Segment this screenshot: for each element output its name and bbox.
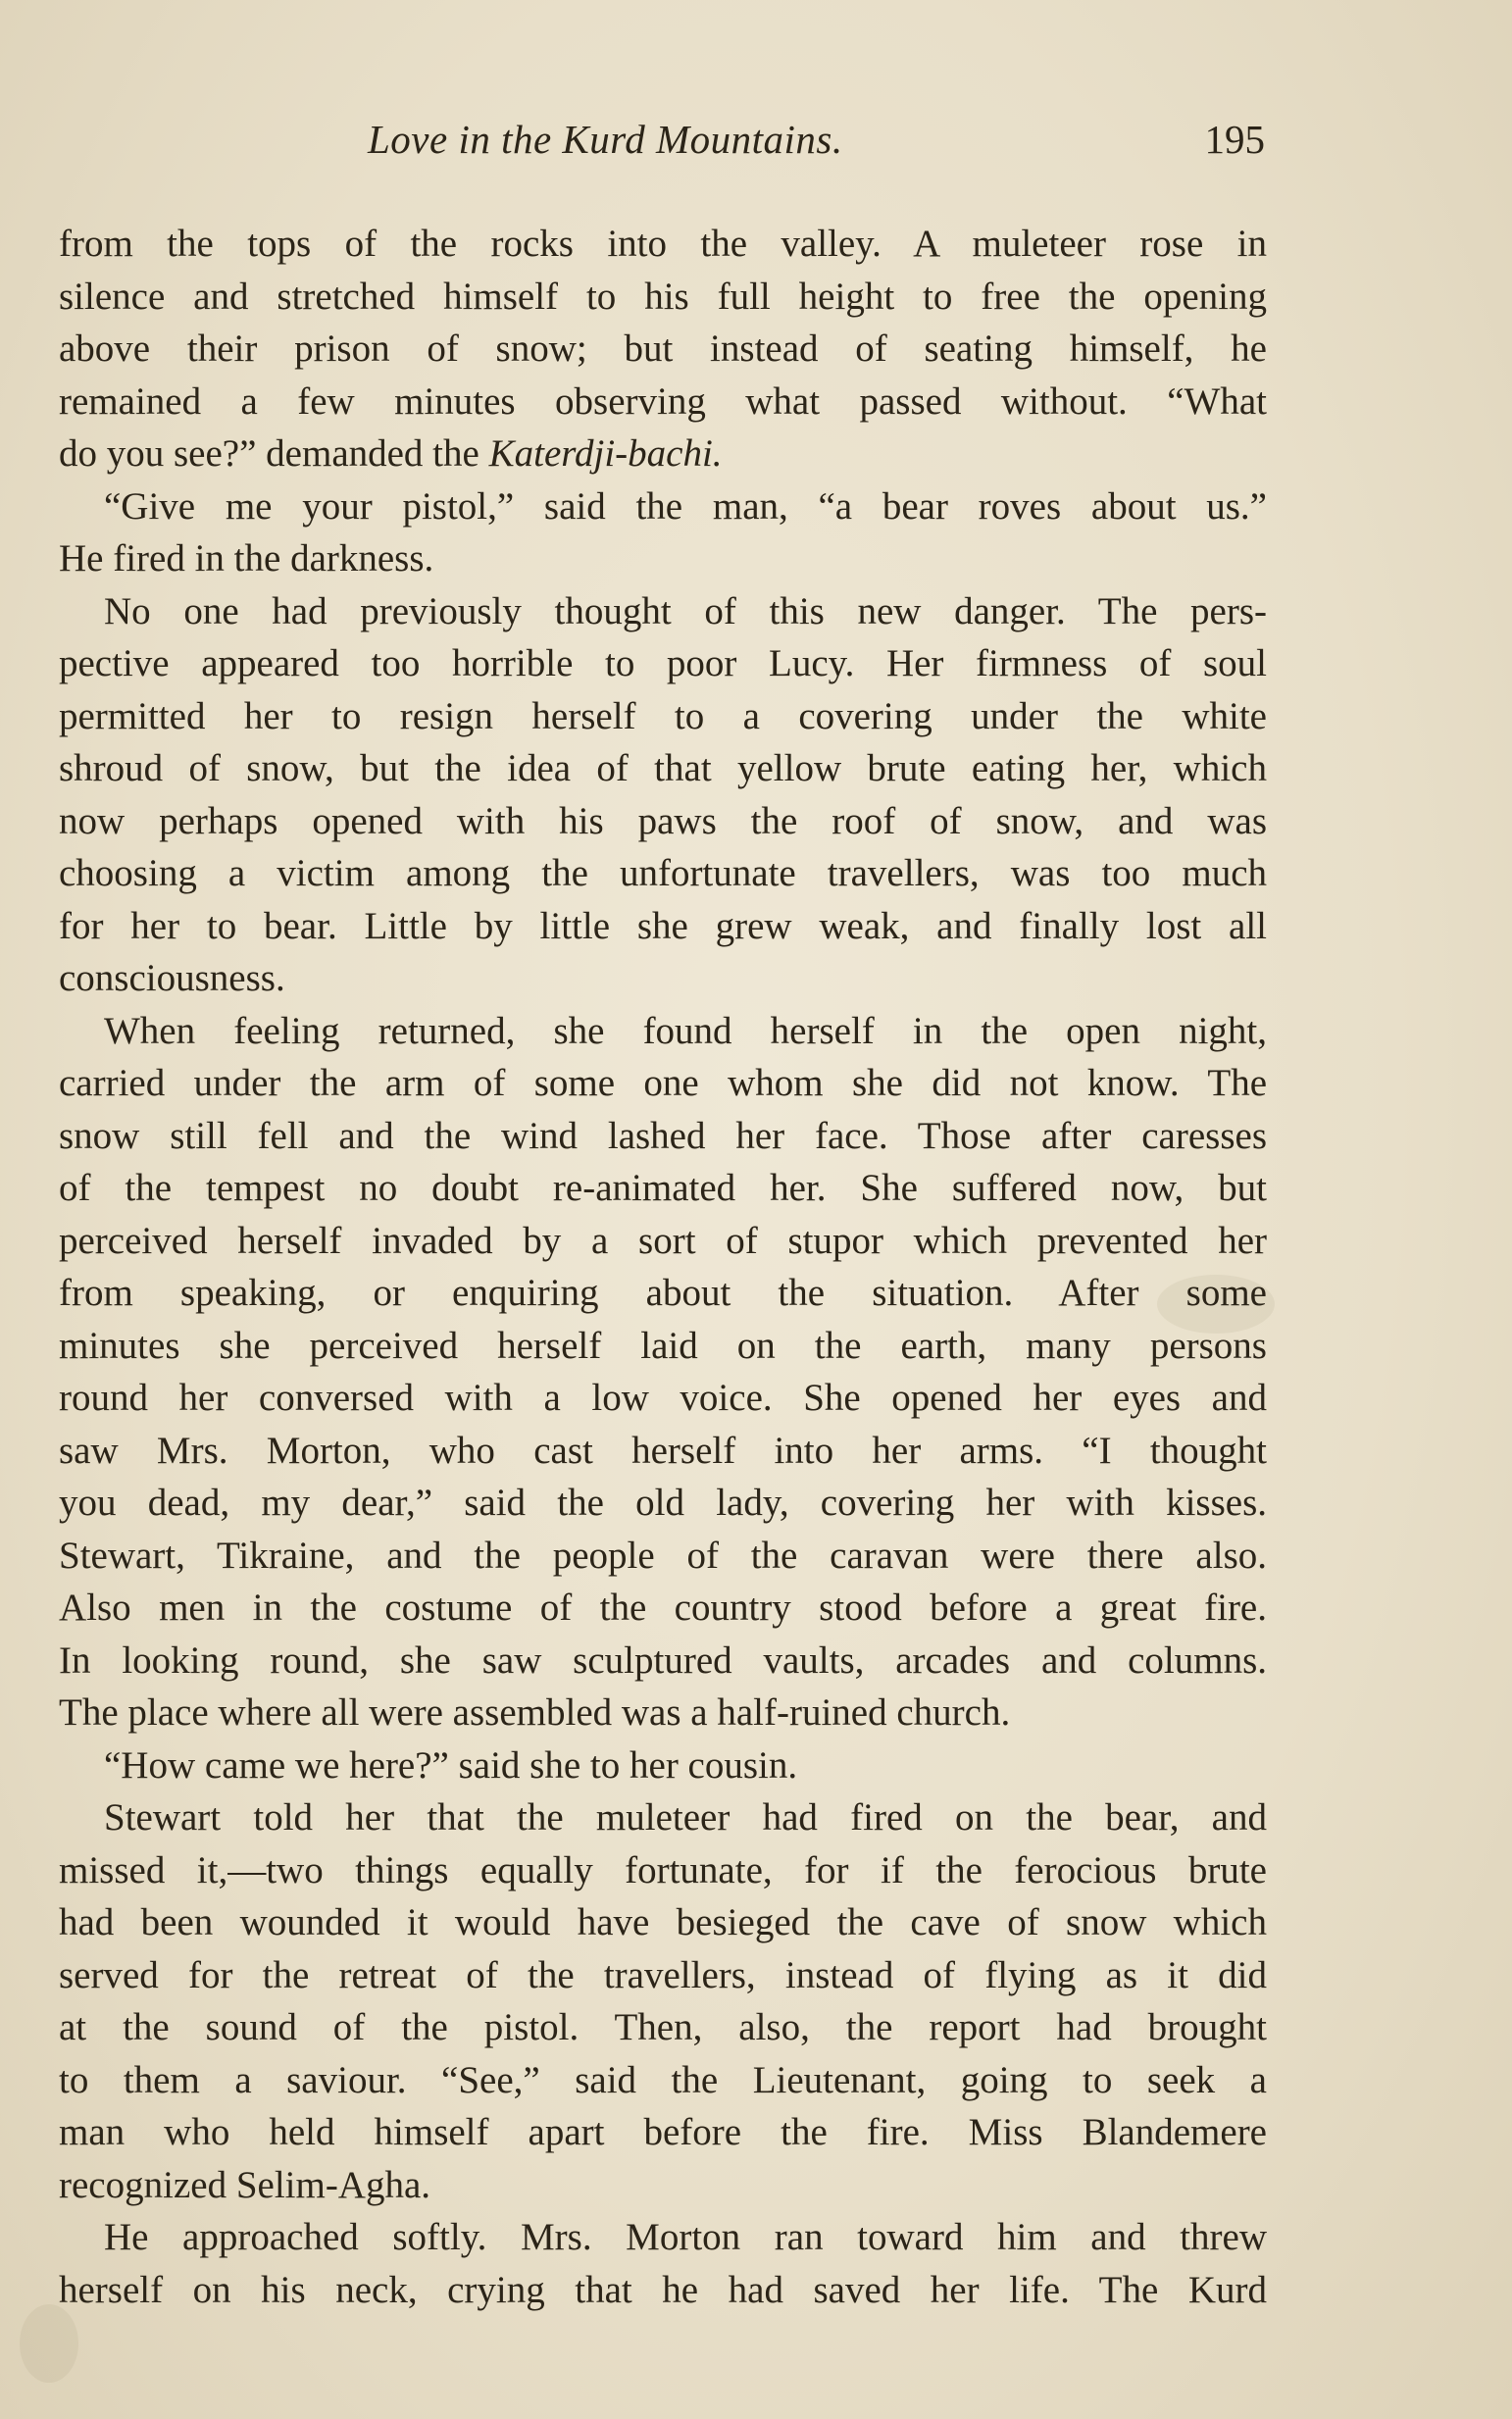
text-line — [59, 1005, 1267, 1058]
text-line — [59, 532, 1267, 585]
body-text — [59, 218, 1267, 2316]
text-line — [59, 585, 1267, 638]
text-line — [59, 1949, 1267, 2002]
italic-text: Katerdji-bachi. — [488, 432, 723, 475]
line-text: for her to bear. Little by little she grew weak, and finally lost all — [59, 904, 1267, 947]
page-number: 195 — [1204, 117, 1265, 162]
text-line — [59, 1267, 1267, 1320]
line-text: shroud of snow, but the idea of that yellow brute eating her, which — [59, 747, 1267, 789]
line-text: recognized Selim-Agha. — [59, 2163, 431, 2206]
line-text: round her conversed with a low voice. She opened her eyes and — [59, 1377, 1267, 1419]
line-text: saw Mrs. Morton, who cast herself into her arms. “I thought — [59, 1429, 1267, 1472]
text-line — [59, 1844, 1267, 1897]
line-text: at the sound of the pistol. Then, also, the report had brought — [59, 2006, 1267, 2048]
text-line — [59, 1582, 1267, 1635]
line-text: man who held himself apart before the fire. Miss Blandemere — [59, 2111, 1267, 2153]
text-line — [59, 1739, 1267, 1792]
line-text: missed it,—two things equally fortunate, for if the ferocious brute — [59, 1848, 1267, 1891]
line-text: permitted her to resign herself to a covering under the white — [59, 694, 1267, 737]
line-text: had been wounded it would have besieged the cave of snow which — [59, 1901, 1267, 1943]
line-text: “Give me your pistol,” said the man, “a bear roves about us.” — [104, 484, 1267, 528]
line-text: remained a few minutes observing what passed without. “What — [59, 379, 1267, 423]
text-line — [59, 952, 1267, 1005]
line-text: silence and stretched himself to his full height to free the opening — [59, 275, 1267, 318]
line-text: Also men in the costume of the country stood before a great fire. — [59, 1587, 1267, 1629]
text-line — [59, 218, 1267, 271]
text-line — [59, 847, 1267, 900]
page-stain — [20, 2304, 78, 2383]
line-text: do you see?” demanded the — [59, 432, 489, 475]
text-line — [59, 428, 1267, 480]
text-line — [59, 2106, 1267, 2159]
text-line — [59, 376, 1267, 428]
text-line — [59, 795, 1267, 848]
text-line — [59, 1057, 1267, 1110]
text-line — [59, 1791, 1267, 1844]
text-line — [59, 323, 1267, 376]
line-text: The place where all were assembled was a half-ruined church. — [59, 1691, 1011, 1734]
line-text: now perhaps opened with his paws the roof of snow, and was — [59, 799, 1267, 842]
text-line — [59, 480, 1267, 533]
text-line — [59, 1110, 1267, 1163]
line-text: No one had previously thought of this new danger. The pers- — [104, 589, 1267, 632]
line-text: snow still fell and the wind lashed her face. Those after caresses — [59, 1114, 1267, 1157]
text-line — [59, 1320, 1267, 1373]
line-text: Stewart told her that the muleteer had fired on the bear, and — [104, 1796, 1267, 1839]
line-text: consciousness. — [59, 957, 285, 999]
text-line — [59, 1425, 1267, 1478]
line-text: choosing a victim among the unfortunate travellers, was too much — [59, 852, 1267, 894]
text-line — [59, 2264, 1267, 2317]
text-line — [59, 1687, 1267, 1739]
line-text: from the tops of the rocks into the valley. A muleteer rose in — [59, 223, 1267, 265]
text-line — [59, 742, 1267, 795]
line-text: pective appeared too horrible to poor Lucy. Her firmness of soul — [59, 642, 1267, 684]
line-text: He approached softly. Mrs. Morton ran toward him and threw — [104, 2216, 1267, 2258]
line-text: herself on his neck, crying that he had saved her life. The Kurd — [59, 2268, 1267, 2311]
line-text: served for the retreat of the travellers, instead of flying as it did — [59, 1953, 1267, 1996]
text-line — [59, 1215, 1267, 1268]
page-header — [59, 116, 1265, 175]
running-title: Love in the Kurd Mountains. — [368, 117, 843, 162]
line-text: He fired in the darkness. — [59, 537, 434, 580]
line-text: above their prison of snow; but instead of seating himself, he — [59, 328, 1267, 370]
line-text: “How came we here?” said she to her cousin. — [104, 1743, 798, 1787]
text-line — [59, 1162, 1267, 1215]
text-line — [59, 2211, 1267, 2264]
line-text: carried under the arm of some one whom she did not know. The — [59, 1062, 1267, 1104]
text-line — [59, 1635, 1267, 1688]
line-text: you dead, my dear,” said the old lady, covering her with kisses. — [59, 1482, 1267, 1524]
line-text: from speaking, or enquiring about the situation. After some — [59, 1272, 1267, 1314]
line-text: Stewart, Tikraine, and the people of the caravan were there also. — [59, 1534, 1267, 1577]
line-text: In looking round, she saw sculptured vaults, arcades and columns. — [59, 1638, 1267, 1682]
text-line — [59, 690, 1267, 743]
line-text: perceived herself invaded by a sort of stupor which prevented her — [59, 1219, 1267, 1262]
text-line — [59, 2001, 1267, 2054]
text-line — [59, 271, 1267, 324]
text-line — [59, 1477, 1267, 1530]
line-text: When feeling returned, she found herself in the open night, — [104, 1009, 1267, 1052]
text-line — [59, 1372, 1267, 1425]
line-text: minutes she perceived herself laid on the earth, many persons — [59, 1324, 1267, 1367]
text-line — [59, 900, 1267, 953]
line-text: of the tempest no doubt re-animated her. She suffered now, but — [59, 1167, 1267, 1209]
text-line — [59, 1896, 1267, 1949]
text-line — [59, 1530, 1267, 1583]
line-text: to them a saviour. “See,” said the Lieutenant, going to seek a — [59, 2058, 1267, 2101]
text-line — [59, 2159, 1267, 2212]
text-line — [59, 637, 1267, 690]
text-line — [59, 2054, 1267, 2107]
